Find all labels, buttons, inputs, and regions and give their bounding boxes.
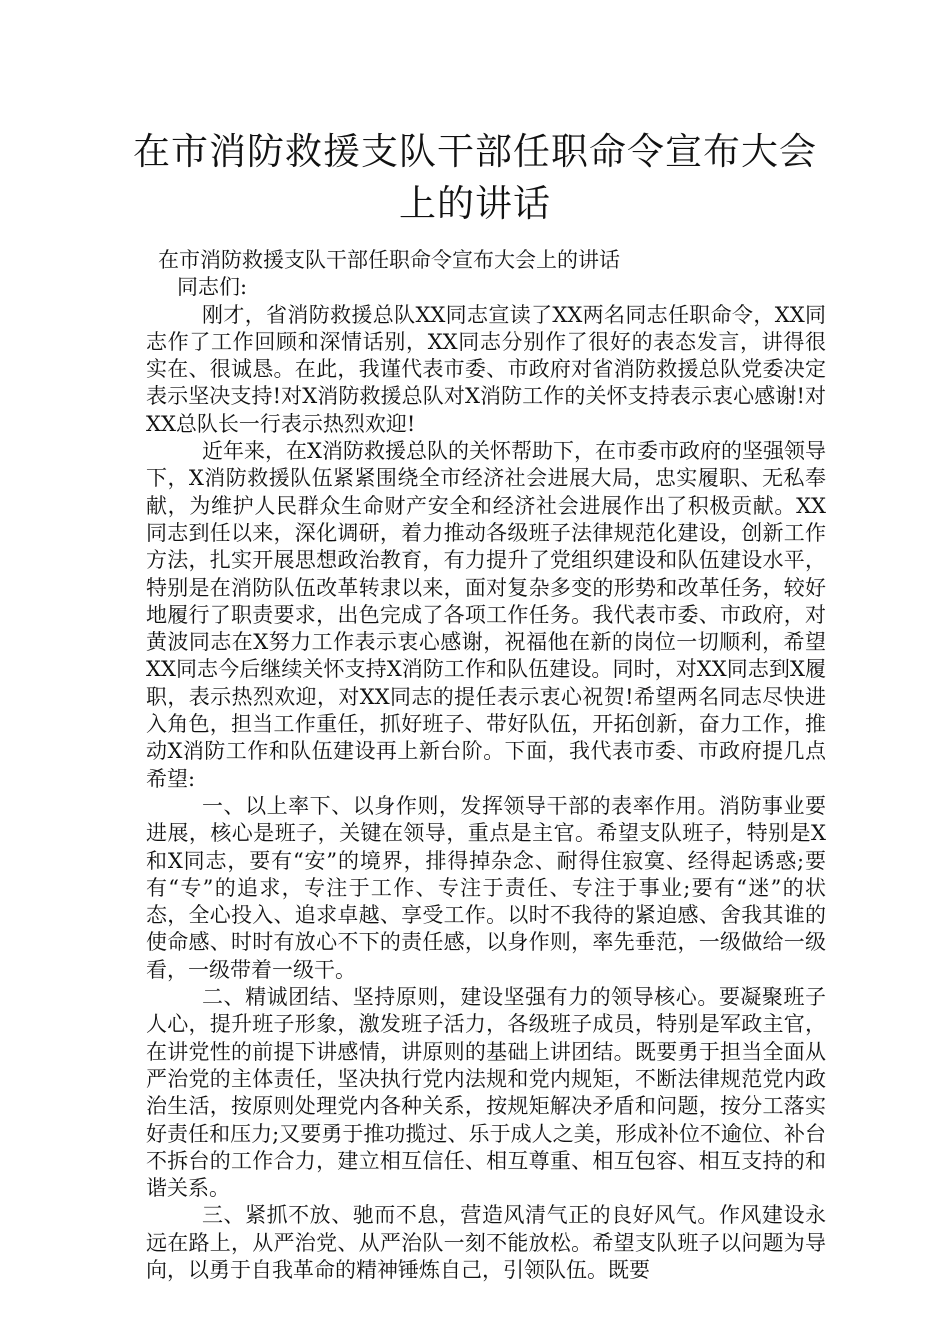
paragraph-recent-years: 近年来，在X消防救援总队的关怀帮助下，在市委市政府的坚强领导下，X消防救援队伍紧紧围绕全市经济社会进展大局，忠实履职、无私奉献，为维护人民群众生命财产安全和经济社会进展作出了积极贡献。XX同志到任以来，深化调研，着力推动各级班子法律规范化建设，创新工作方法，扎实开展思想政治教育，有力提升了党组织建设和队伍建设水平，特别是在消防队伍改革转隶以来，面对复杂多变的形势和改革任务，较好地履行了职责要求，出色完成了各项工作任务。我代表市委、市政府，对黄波同志在X努力工作表示衷心感谢，祝福他在新的岗位一切顺利，希望XX同志今后继续关怀支持X消防工作和队伍建设。同时，对XX同志到X履职，表示热烈欢迎，对XX同志的提任表示衷心祝贺!希望两名同志尽快进入角色，担当工作重任，抓好班子、带好队伍，开拓创新，奋力工作，推动X消防工作和队伍建设再上新台阶。下面，我代表市委、市政府提几点希望: (146, 439, 826, 791)
paragraph-point-two: 二、精诚团结、坚持原则，建设坚强有力的领导核心。要凝聚班子人心，提升班子形象，激发班子活力，各级班子成员，特别是军政主官，在讲党性的前提下讲感情，讲原则的基础上讲团结。既要勇于担当全面从严治党的主体责任，坚决执行党内法规和党内规矩，不断法律规范党内政治生活，按原则处理党内各种关系，按规矩解决矛盾和问题，按分工落实好责任和压力;又要勇于推功揽过、乐于成人之美，形成补位不逾位、补台不拆台的工作合力，建立相互信任、相互尊重、相互包容、相互支持的和谐关系。 (146, 985, 826, 1201)
document-title: 在市消防救援支队干部任职命令宣布大会上的讲话 (133, 130, 817, 225)
salutation: 同志们: (177, 275, 248, 300)
paragraph-point-one: 一、以上率下、以身作则，发挥领导干部的表率作用。消防事业要进展，核心是班子，关键在领导，重点是主官。希望支队班子，特别是X和X同志，要有“安”的境界，排得掉杂念、耐得住寂寞、经得起诱惑;要有“专”的追求，专注于工作、专注于责任、专注于事业;要有“迷”的状态，全心投入、追求卓越、享受工作。以时不我待的紧迫感、舍我其谁的使命感、时时有放心不下的责任感，以身作则，率先垂范，一级做给一级看，一级带着一级干。 (146, 793, 826, 982)
document-subtitle: 在市消防救援支队干部任职命令宣布大会上的讲话 (158, 248, 620, 272)
document-body (146, 247, 826, 1284)
paragraph-point-three: 三、紧抓不放、驰而不息，营造风清气正的良好风气。作风建设永远在路上，从严治党、从严治队一刻不能放松。希望支队班子以问题为导向，以勇于自我革命的精神锤炼自己，引领队伍。既要 (146, 1203, 826, 1282)
paragraph-opening: 刚才，省消防救援总队XX同志宣读了XX两名同志任职命令，XX同志作了工作回顾和深情话别，XX同志分别作了很好的表态发言，讲得很实在、很诚恳。在此，我谨代表市委、市政府对省消防救援总队党委决定表示坚决支持!对X消防救援总队对X消防工作的关怀支持表示衷心感谢!对XX总队长一行表示热烈欢迎! (146, 302, 826, 436)
